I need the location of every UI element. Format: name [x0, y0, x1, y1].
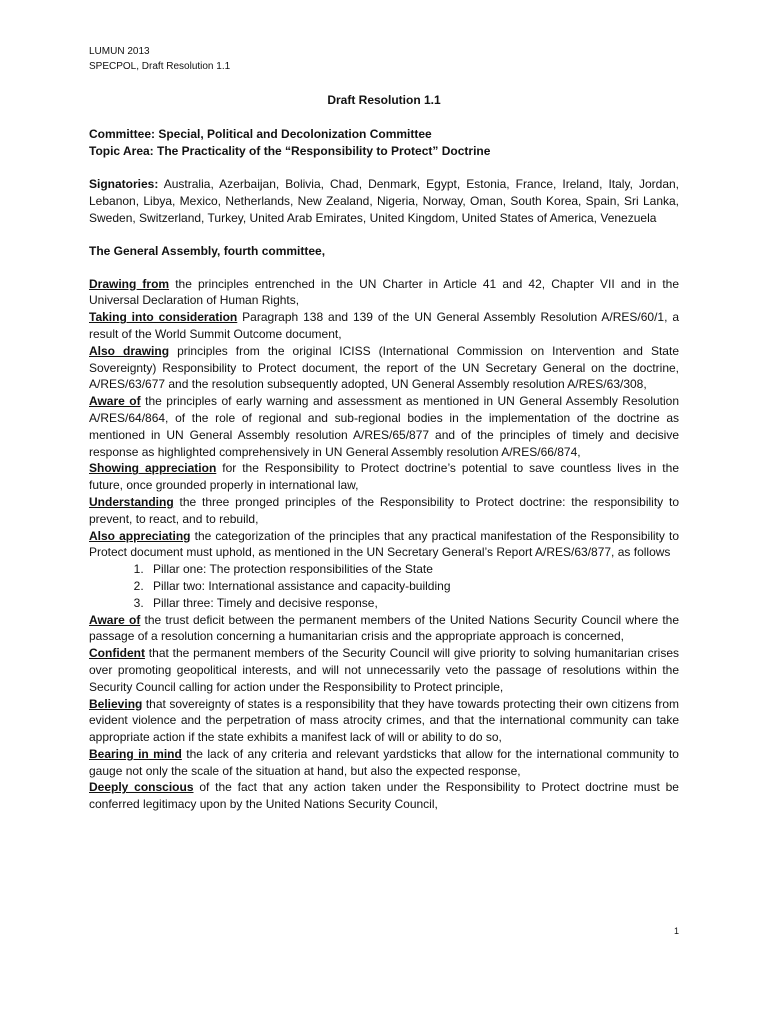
list-item: 1. Pillar one: The protection responsibilities of the State	[147, 561, 679, 578]
clause	[89, 779, 679, 813]
signatories-list: Australia, Azerbaijan, Bolivia, Chad, Denmark, Egypt, Estonia, France, Ireland, Italy, Jordan, Lebanon, Libya, Mexico, Netherlands, New Zealand, Nigeria, Norway, Oman, South Korea, Spain, Sri Lanka, Sweden, Switzerland, Turkey, United Arab Emirates, United Kingdom, United States of America, Venezuela	[89, 177, 679, 225]
clause	[89, 746, 679, 780]
header-conference: LUMUN 2013	[89, 46, 150, 57]
clause-text: the principles entrenched in the UN Charter in Article 41 and 42, Chapter VII and in the Universal Declaration of Human Rights,	[89, 276, 680, 308]
clause-text: the categorization of the principles that any practical manifestation of the Responsibility to Protect document must uphold, as mentioned in the UN Secretary General’s Report A/RES/63/877, as follows	[89, 528, 680, 560]
page-number: 1	[674, 926, 680, 936]
page-header	[89, 44, 230, 74]
clause-lead: Confident	[89, 646, 145, 661]
document-title: Draft Resolution 1.1	[327, 93, 441, 107]
clause-text: the lack of any criteria and relevant yardsticks that allow for the international community to gauge not only the scale of the situation at hand, but also the expected response,	[89, 746, 679, 778]
clause-text: the principles of early warning and assessment as mentioned in UN General Assembly Resolution A/RES/64/864, of the role of regional and sub-regional bodies in the implementation of the doctrine as mentioned in UN General Assembly resolution A/RES/65/877 and of the principles of timely and decisive response as highlighted comprehensively in UN General Assembly resolution A/RES/66/874,	[89, 394, 680, 459]
clause-lead: Showing appreciation	[89, 461, 217, 476]
clause	[89, 612, 679, 646]
clause-text: principles from the original ICISS (International Commission on Intervention and State Sovereignty) Responsibility to Protect document, the report of the UN Secretary General on the doctrine, A/RES/63/677 and the resolution subsequently adopted, UN General Assembly resolution A/RES/63/308,	[89, 343, 679, 392]
pillars-list	[89, 561, 679, 611]
clause-lead: Bearing in mind	[89, 746, 182, 761]
assembly-heading: The General Assembly, fourth committee,	[89, 243, 326, 258]
clause-text: the trust deficit between the permanent members of the United Nations Security Council where the passage of a resolution concerning a humanitarian crisis and the appropriate approach is concerned,	[89, 612, 679, 644]
clause-text: Paragraph 138 and 139 of the UN General Assembly Resolution A/RES/60/1, a result of the World Summit Outcome document,	[89, 310, 679, 341]
clause	[89, 696, 679, 746]
preambulatory-clauses	[89, 276, 679, 814]
clause-text: the three pronged principles of the Responsibility to Protect doctrine: the responsibility to prevent, to react, and to rebuild,	[89, 494, 679, 526]
clause-lead: Aware of	[89, 394, 141, 409]
clause	[89, 494, 679, 528]
clause-text: that the permanent members of the Security Council will give priority to solving humanitarian crises over promoting geopolitical interests, and will not unnecessarily veto the passage of resolutions within the Security Council calling for action under the Responsibility to Protect principle,	[89, 646, 679, 694]
clause-lead: Also appreciating	[89, 528, 191, 543]
clause-lead: Understanding	[89, 494, 174, 509]
clause	[89, 528, 679, 562]
clause-lead: Drawing from	[89, 276, 170, 291]
clause-text: of the fact that any action taken under the Responsibility to Protect doctrine must be conferred legitimacy upon by the United Nations Security Council,	[89, 780, 679, 812]
clause-text: for the Responsibility to Protect doctrine’s potential to save countless lives in the future, once grounded properly in international law,	[89, 461, 679, 493]
clause-lead: Deeply conscious	[89, 780, 194, 795]
clause	[89, 645, 679, 695]
list-item: 3. Pillar three: Timely and decisive response,	[147, 595, 679, 612]
signatories-label: Signatories:	[89, 177, 159, 192]
list-item: 2. Pillar two: International assistance and capacity-building	[147, 578, 679, 595]
topic-line: Topic Area: The Practicality of the “Responsibility to Protect” Doctrine	[89, 143, 491, 158]
clause-lead: Also drawing	[89, 343, 170, 358]
clause	[89, 276, 679, 310]
clause	[89, 460, 679, 494]
clause-lead: Taking into consideration	[89, 310, 238, 325]
committee-line: Committee: Special, Political and Decolonization Committee	[89, 126, 432, 141]
document-body	[89, 92, 679, 813]
header-document-ref: SPECPOL, Draft Resolution 1.1	[89, 61, 231, 72]
clause	[89, 309, 679, 343]
clause	[89, 343, 679, 393]
clause-lead: Believing	[89, 696, 143, 711]
clause-text: that sovereignty of states is a responsibility that they have towards protecting their own citizens from evident violence and the perpetration of mass atrocity crimes, and that the international community can take appropriate action if the state exhibits a manifest lack of will or ability to do so,	[89, 696, 679, 745]
clause	[89, 393, 679, 460]
signatories-paragraph	[89, 176, 679, 226]
clause-lead: Aware of	[89, 612, 141, 627]
